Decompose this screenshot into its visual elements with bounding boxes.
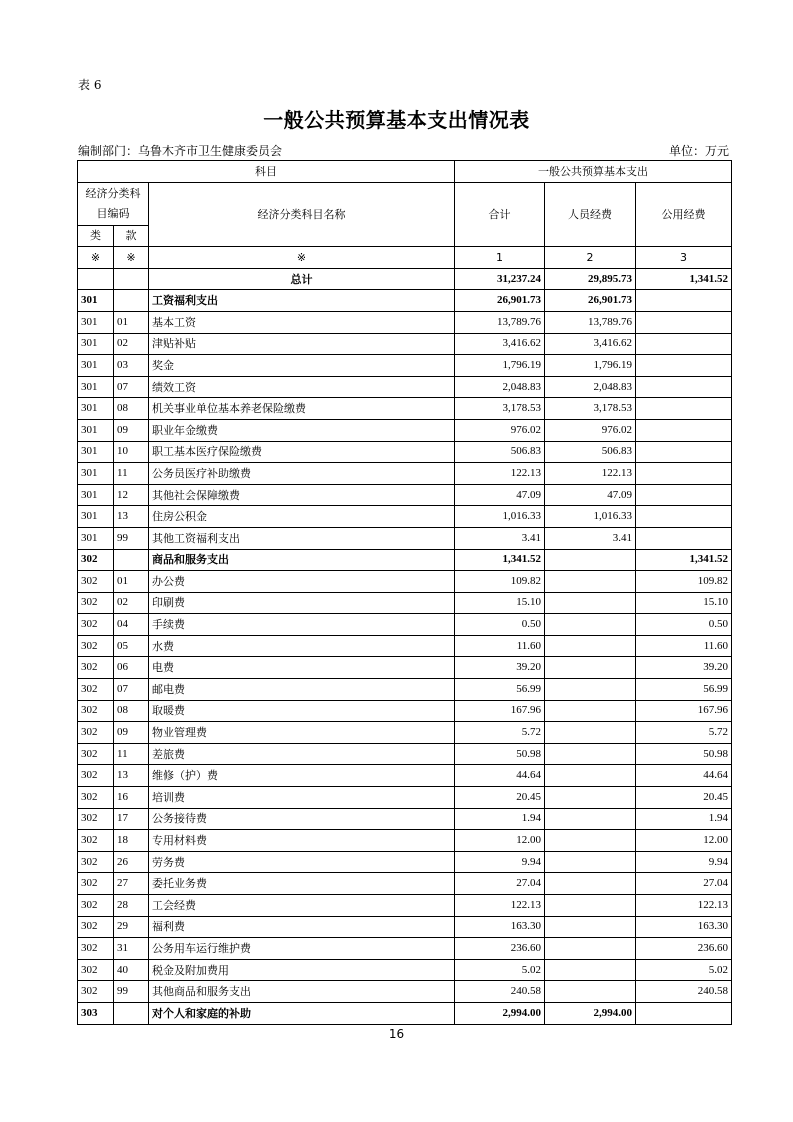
row-econ-name: 其他工资福利支出 xyxy=(149,527,455,549)
row-public xyxy=(636,441,732,463)
marker-name: ※ xyxy=(149,247,455,269)
grand-total-label: 总计 xyxy=(149,268,455,290)
row-category-code: 302 xyxy=(78,808,114,830)
row-item-code: 27 xyxy=(114,873,149,895)
grand-total-personnel: 29,895.73 xyxy=(545,268,636,290)
row-econ-name: 职工基本医疗保险缴费 xyxy=(149,441,455,463)
row-total: 11.60 xyxy=(455,635,545,657)
row-personnel xyxy=(545,635,636,657)
row-public: 122.13 xyxy=(636,895,732,917)
row-item-code: 99 xyxy=(114,981,149,1003)
row-category-code: 302 xyxy=(78,938,114,960)
row-econ-name: 手续费 xyxy=(149,614,455,636)
marker-category: ※ xyxy=(78,247,114,269)
row-total: 122.13 xyxy=(455,895,545,917)
row-econ-name: 差旅费 xyxy=(149,743,455,765)
row-personnel: 122.13 xyxy=(545,463,636,485)
row-econ-name: 公务接待费 xyxy=(149,808,455,830)
row-category-code: 302 xyxy=(78,743,114,765)
row-public xyxy=(636,398,732,420)
row-category-code: 301 xyxy=(78,506,114,528)
row-personnel: 2,048.83 xyxy=(545,376,636,398)
header-total: 合计 xyxy=(455,182,545,247)
header-econ-name: 经济分类科目名称 xyxy=(149,182,455,247)
row-public xyxy=(636,1002,732,1024)
table-row xyxy=(78,419,732,441)
row-personnel xyxy=(545,722,636,744)
index-1: 1 xyxy=(455,247,545,269)
table-row xyxy=(78,592,732,614)
table-row xyxy=(78,484,732,506)
row-category-code: 302 xyxy=(78,981,114,1003)
row-item-code: 11 xyxy=(114,463,149,485)
row-item-code: 31 xyxy=(114,938,149,960)
row-econ-name: 职业年金缴费 xyxy=(149,419,455,441)
table-row xyxy=(78,808,732,830)
row-public xyxy=(636,527,732,549)
row-category-code: 302 xyxy=(78,614,114,636)
row-category-code: 301 xyxy=(78,419,114,441)
row-total: 5.02 xyxy=(455,959,545,981)
grand-total-cat xyxy=(78,268,114,290)
row-public: 20.45 xyxy=(636,787,732,809)
row-personnel xyxy=(545,549,636,571)
header-subject: 科目 xyxy=(78,161,455,183)
row-total: 167.96 xyxy=(455,700,545,722)
index-2: 2 xyxy=(545,247,636,269)
row-total: 240.58 xyxy=(455,981,545,1003)
row-total: 2,994.00 xyxy=(455,1002,545,1024)
row-category-code: 301 xyxy=(78,484,114,506)
row-public: 27.04 xyxy=(636,873,732,895)
row-personnel xyxy=(545,808,636,830)
row-total: 50.98 xyxy=(455,743,545,765)
row-category-code: 301 xyxy=(78,376,114,398)
table-row xyxy=(78,959,732,981)
row-category-code: 302 xyxy=(78,571,114,593)
row-econ-name: 工资福利支出 xyxy=(149,290,455,312)
row-personnel xyxy=(545,916,636,938)
index-3: 3 xyxy=(636,247,732,269)
header-public: 公用经费 xyxy=(636,182,732,247)
table-row xyxy=(78,311,732,333)
row-total: 1.94 xyxy=(455,808,545,830)
row-personnel xyxy=(545,700,636,722)
row-item-code: 26 xyxy=(114,851,149,873)
row-total: 1,341.52 xyxy=(455,549,545,571)
table-row xyxy=(78,290,732,312)
row-public: 236.60 xyxy=(636,938,732,960)
row-public xyxy=(636,311,732,333)
row-total: 122.13 xyxy=(455,463,545,485)
table-row xyxy=(78,441,732,463)
row-public: 0.50 xyxy=(636,614,732,636)
row-personnel: 3,416.62 xyxy=(545,333,636,355)
row-total: 2,048.83 xyxy=(455,376,545,398)
row-econ-name: 劳务费 xyxy=(149,851,455,873)
row-public: 15.10 xyxy=(636,592,732,614)
row-category-code: 301 xyxy=(78,463,114,485)
row-econ-name: 取暖费 xyxy=(149,700,455,722)
table-row xyxy=(78,851,732,873)
table-row xyxy=(78,527,732,549)
row-econ-name: 水费 xyxy=(149,635,455,657)
row-item-code: 08 xyxy=(114,700,149,722)
row-item-code xyxy=(114,290,149,312)
row-category-code: 302 xyxy=(78,873,114,895)
table-row xyxy=(78,549,732,571)
table-row xyxy=(78,635,732,657)
row-item-code: 09 xyxy=(114,722,149,744)
row-item-code: 10 xyxy=(114,441,149,463)
grand-total-public: 1,341.52 xyxy=(636,268,732,290)
row-public: 39.20 xyxy=(636,657,732,679)
row-item-code: 29 xyxy=(114,916,149,938)
row-item-code: 03 xyxy=(114,355,149,377)
row-public xyxy=(636,506,732,528)
row-item-code: 16 xyxy=(114,787,149,809)
row-item-code: 11 xyxy=(114,743,149,765)
header-category: 类 xyxy=(78,225,114,247)
row-econ-name: 委托业务费 xyxy=(149,873,455,895)
table-row xyxy=(78,700,732,722)
row-personnel xyxy=(545,851,636,873)
row-public: 44.64 xyxy=(636,765,732,787)
row-econ-name: 印刷费 xyxy=(149,592,455,614)
table-row xyxy=(78,938,732,960)
row-item-code: 40 xyxy=(114,959,149,981)
table-row xyxy=(78,722,732,744)
row-personnel: 3.41 xyxy=(545,527,636,549)
row-item-code: 08 xyxy=(114,398,149,420)
row-personnel xyxy=(545,614,636,636)
row-category-code: 301 xyxy=(78,333,114,355)
row-category-code: 301 xyxy=(78,311,114,333)
row-total: 27.04 xyxy=(455,873,545,895)
row-econ-name: 福利费 xyxy=(149,916,455,938)
row-personnel xyxy=(545,938,636,960)
row-item-code: 28 xyxy=(114,895,149,917)
row-econ-name: 住房公积金 xyxy=(149,506,455,528)
table-row xyxy=(78,333,732,355)
row-item-code xyxy=(114,549,149,571)
table-row xyxy=(78,981,732,1003)
row-total: 0.50 xyxy=(455,614,545,636)
row-public xyxy=(636,484,732,506)
row-personnel: 1,016.33 xyxy=(545,506,636,528)
row-category-code: 302 xyxy=(78,916,114,938)
row-category-code: 302 xyxy=(78,722,114,744)
header-personnel: 人员经费 xyxy=(545,182,636,247)
row-total: 5.72 xyxy=(455,722,545,744)
row-public: 109.82 xyxy=(636,571,732,593)
row-item-code: 02 xyxy=(114,592,149,614)
row-personnel: 13,789.76 xyxy=(545,311,636,333)
row-econ-name: 基本工资 xyxy=(149,311,455,333)
table-row xyxy=(78,916,732,938)
row-public: 163.30 xyxy=(636,916,732,938)
row-personnel xyxy=(545,743,636,765)
row-personnel xyxy=(545,787,636,809)
row-item-code: 09 xyxy=(114,419,149,441)
grand-total-total: 31,237.24 xyxy=(455,268,545,290)
row-econ-name: 公务用车运行维护费 xyxy=(149,938,455,960)
row-item-code: 18 xyxy=(114,830,149,852)
row-total: 12.00 xyxy=(455,830,545,852)
row-public: 1.94 xyxy=(636,808,732,830)
row-total: 236.60 xyxy=(455,938,545,960)
row-econ-name: 专用材料费 xyxy=(149,830,455,852)
row-public: 1,341.52 xyxy=(636,549,732,571)
table-row xyxy=(78,376,732,398)
row-total: 3,416.62 xyxy=(455,333,545,355)
row-public xyxy=(636,290,732,312)
row-personnel xyxy=(545,873,636,895)
row-item-code: 01 xyxy=(114,571,149,593)
table-row xyxy=(78,355,732,377)
table-row xyxy=(78,463,732,485)
table-row xyxy=(78,743,732,765)
row-item-code: 12 xyxy=(114,484,149,506)
row-category-code: 301 xyxy=(78,527,114,549)
row-personnel: 3,178.53 xyxy=(545,398,636,420)
row-category-code: 302 xyxy=(78,787,114,809)
row-total: 1,016.33 xyxy=(455,506,545,528)
row-category-code: 303 xyxy=(78,1002,114,1024)
row-econ-name: 对个人和家庭的补助 xyxy=(149,1002,455,1024)
row-item-code: 01 xyxy=(114,311,149,333)
table-row xyxy=(78,873,732,895)
table-row xyxy=(78,895,732,917)
row-personnel xyxy=(545,657,636,679)
row-personnel: 47.09 xyxy=(545,484,636,506)
row-total: 15.10 xyxy=(455,592,545,614)
row-econ-name: 绩效工资 xyxy=(149,376,455,398)
table-row xyxy=(78,765,732,787)
row-item-code: 13 xyxy=(114,506,149,528)
row-item-code xyxy=(114,1002,149,1024)
row-personnel: 2,994.00 xyxy=(545,1002,636,1024)
row-total: 13,789.76 xyxy=(455,311,545,333)
row-item-code: 07 xyxy=(114,376,149,398)
row-econ-name: 奖金 xyxy=(149,355,455,377)
row-item-code: 13 xyxy=(114,765,149,787)
row-category-code: 301 xyxy=(78,355,114,377)
row-category-code: 302 xyxy=(78,635,114,657)
table-row xyxy=(78,830,732,852)
row-econ-name: 机关事业单位基本养老保险缴费 xyxy=(149,398,455,420)
row-personnel xyxy=(545,765,636,787)
row-public: 56.99 xyxy=(636,679,732,701)
row-item-code: 05 xyxy=(114,635,149,657)
row-econ-name: 办公费 xyxy=(149,571,455,593)
row-total: 9.94 xyxy=(455,851,545,873)
row-total: 3.41 xyxy=(455,527,545,549)
grand-total-item xyxy=(114,268,149,290)
row-public xyxy=(636,419,732,441)
expenditure-table xyxy=(77,160,732,1025)
row-personnel xyxy=(545,679,636,701)
table-row xyxy=(78,1002,732,1024)
row-total: 20.45 xyxy=(455,787,545,809)
row-public xyxy=(636,463,732,485)
row-public: 11.60 xyxy=(636,635,732,657)
page-title: 一般公共预算基本支出情况表 xyxy=(263,108,530,132)
row-econ-name: 商品和服务支出 xyxy=(149,549,455,571)
row-public: 50.98 xyxy=(636,743,732,765)
row-item-code: 06 xyxy=(114,657,149,679)
row-personnel: 1,796.19 xyxy=(545,355,636,377)
table-row xyxy=(78,571,732,593)
row-econ-name: 物业管理费 xyxy=(149,722,455,744)
row-public: 5.72 xyxy=(636,722,732,744)
row-personnel xyxy=(545,592,636,614)
department-label: 编制部门：乌鲁木齐市卫生健康委员会 xyxy=(78,144,283,158)
row-public xyxy=(636,376,732,398)
row-total: 506.83 xyxy=(455,441,545,463)
row-total: 163.30 xyxy=(455,916,545,938)
row-item-code: 99 xyxy=(114,527,149,549)
row-total: 976.02 xyxy=(455,419,545,441)
unit-label: 单位：万元 xyxy=(668,144,729,158)
row-personnel xyxy=(545,895,636,917)
row-econ-name: 税金及附加费用 xyxy=(149,959,455,981)
table-row xyxy=(78,679,732,701)
table-label: 表 6 xyxy=(78,78,102,92)
table-row xyxy=(78,614,732,636)
marker-item: ※ xyxy=(114,247,149,269)
row-public: 12.00 xyxy=(636,830,732,852)
row-econ-name: 其他社会保障缴费 xyxy=(149,484,455,506)
row-public xyxy=(636,355,732,377)
row-category-code: 301 xyxy=(78,290,114,312)
header-budget-basic: 一般公共预算基本支出 xyxy=(455,161,732,183)
row-total: 3,178.53 xyxy=(455,398,545,420)
row-econ-name: 电费 xyxy=(149,657,455,679)
row-personnel xyxy=(545,830,636,852)
row-public xyxy=(636,333,732,355)
row-category-code: 302 xyxy=(78,592,114,614)
row-econ-name: 津贴补贴 xyxy=(149,333,455,355)
row-econ-name: 邮电费 xyxy=(149,679,455,701)
row-personnel xyxy=(545,981,636,1003)
table-row xyxy=(78,657,732,679)
row-total: 39.20 xyxy=(455,657,545,679)
header-econ-code: 经济分类科目编码 xyxy=(78,182,149,225)
row-item-code: 04 xyxy=(114,614,149,636)
row-total: 109.82 xyxy=(455,571,545,593)
row-public: 9.94 xyxy=(636,851,732,873)
header-item: 款 xyxy=(114,225,149,247)
row-category-code: 301 xyxy=(78,398,114,420)
row-total: 26,901.73 xyxy=(455,290,545,312)
row-category-code: 302 xyxy=(78,959,114,981)
row-category-code: 302 xyxy=(78,895,114,917)
row-item-code: 17 xyxy=(114,808,149,830)
row-category-code: 302 xyxy=(78,700,114,722)
row-category-code: 302 xyxy=(78,851,114,873)
row-category-code: 302 xyxy=(78,549,114,571)
row-public: 5.02 xyxy=(636,959,732,981)
row-total: 1,796.19 xyxy=(455,355,545,377)
row-item-code: 02 xyxy=(114,333,149,355)
row-personnel: 976.02 xyxy=(545,419,636,441)
row-econ-name: 工会经费 xyxy=(149,895,455,917)
row-personnel xyxy=(545,959,636,981)
row-econ-name: 其他商品和服务支出 xyxy=(149,981,455,1003)
row-personnel xyxy=(545,571,636,593)
table-row xyxy=(78,506,732,528)
page-number: 16 xyxy=(388,1027,405,1041)
row-econ-name: 公务员医疗补助缴费 xyxy=(149,463,455,485)
row-category-code: 302 xyxy=(78,765,114,787)
row-category-code: 302 xyxy=(78,657,114,679)
row-category-code: 301 xyxy=(78,441,114,463)
row-public: 240.58 xyxy=(636,981,732,1003)
row-personnel: 26,901.73 xyxy=(545,290,636,312)
row-category-code: 302 xyxy=(78,679,114,701)
row-item-code: 07 xyxy=(114,679,149,701)
table-row xyxy=(78,787,732,809)
row-total: 56.99 xyxy=(455,679,545,701)
row-personnel: 506.83 xyxy=(545,441,636,463)
table-row xyxy=(78,398,732,420)
row-public: 167.96 xyxy=(636,700,732,722)
row-total: 47.09 xyxy=(455,484,545,506)
row-econ-name: 维修（护）费 xyxy=(149,765,455,787)
row-econ-name: 培训费 xyxy=(149,787,455,809)
row-total: 44.64 xyxy=(455,765,545,787)
row-category-code: 302 xyxy=(78,830,114,852)
